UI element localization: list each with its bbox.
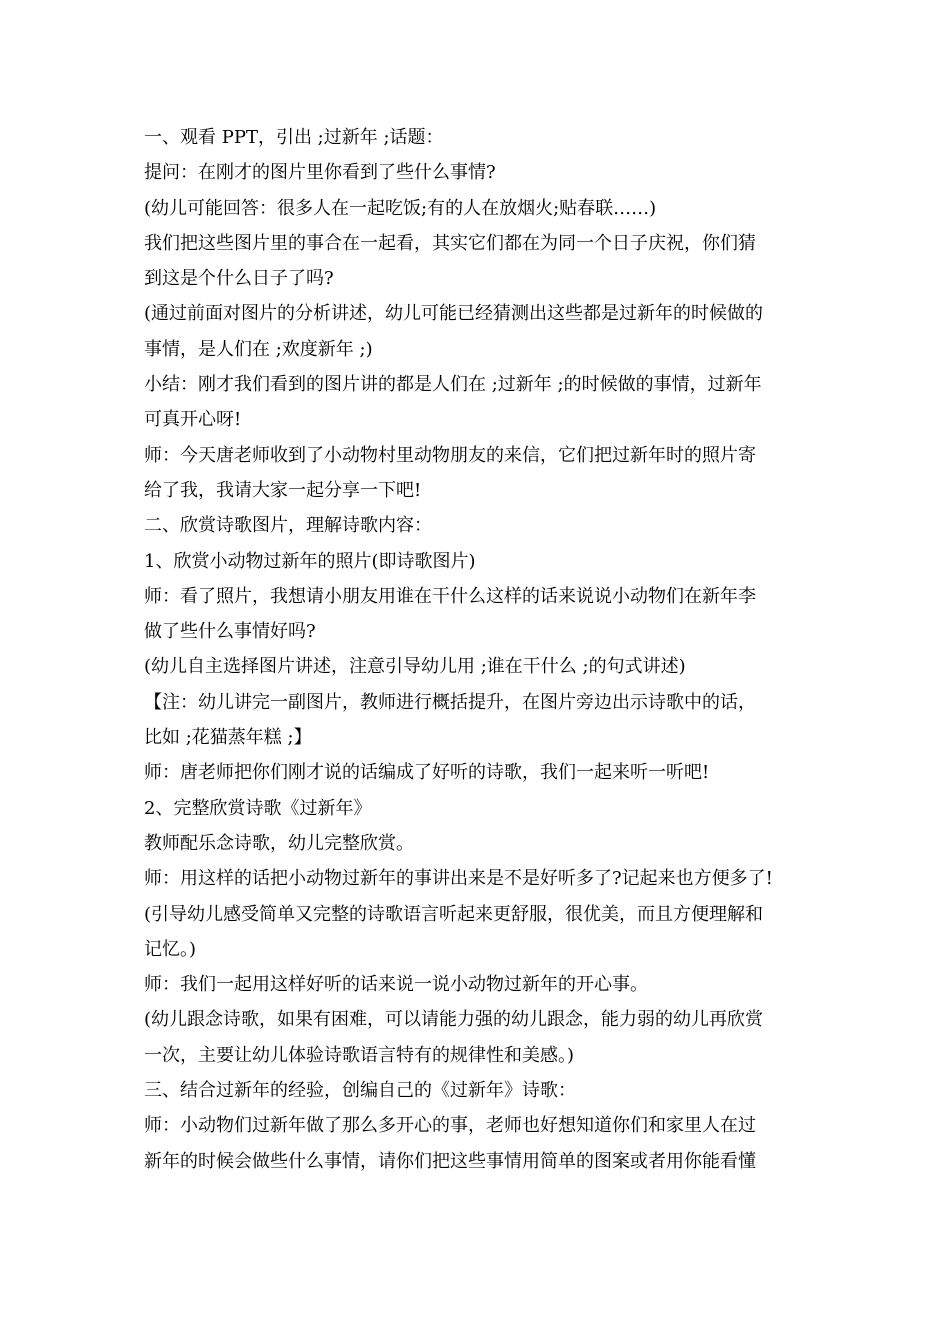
text-line: 比如 ;花猫蒸年糕 ;】 [144, 727, 312, 749]
text-line: 二、欣赏诗歌图片，理解诗歌内容： [144, 515, 432, 537]
text-line: 可真开心呀! [144, 409, 242, 431]
text-line: 一、观看 PPT，引出 ;过新年 ;话题： [144, 127, 444, 148]
text-line: (引导幼儿感受简单又完整的诗歌语言听起来更舒服，很优美，而且方便理解和 [144, 903, 764, 925]
text-line: 提问：在刚才的图片里你看到了些什么事情? [144, 162, 496, 184]
text-line: 我们把这些图片里的事合在一起看，其实它们都在为同一个日子庆祝，你们猜 [144, 232, 756, 254]
text-line: (幼儿自主选择图片讲述，注意引导幼儿用 ;谁在干什么 ;的句式讲述) [144, 656, 686, 678]
text-line: 新年的时候会做些什么事情，请你们把这些事情用简单的图案或者用你能看懂 [144, 1150, 756, 1172]
text-line: 事情，是人们在 ;欢度新年 ;) [144, 338, 373, 360]
text-line: (通过前面对图片的分析讲述，幼儿可能已经猜测出这些都是过新年的时候做的 [144, 303, 764, 325]
text-line: 师：唐老师把你们刚才说的话编成了好听的诗歌，我们一起来听一听吧! [144, 762, 710, 784]
text-line: 师：看了照片，我想请小朋友用谁在干什么这样的话来说说小动物们在新年李 [144, 585, 756, 607]
text-line: 【注：幼儿讲完一副图片，教师进行概括提升，在图片旁边出示诗歌中的话， [144, 691, 756, 713]
text-line: 到这是个什么日子了吗? [144, 268, 334, 290]
text-line: 教师配乐念诗歌，幼儿完整欣赏。 [144, 832, 414, 854]
text-line: 给了我，我请大家一起分享一下吧! [144, 479, 422, 501]
text-line: 2、完整欣赏诗歌《过新年》 [144, 797, 372, 819]
text-line: 师：小动物们过新年做了那么多开心的事，老师也好想知道你们和家里人在过 [144, 1115, 756, 1137]
text-line: 师：用这样的话把小动物过新年的事讲出来是不是好听多了?记起来也方便多了! [144, 868, 773, 890]
text-line: (幼儿可能回答：很多人在一起吃饭;有的人在放烟火;贴春联……) [144, 197, 657, 219]
text-line: 记忆。) [144, 938, 197, 960]
text-line: 师：今天唐老师收到了小动物村里动物朋友的来信，它们把过新年时的照片寄 [144, 444, 756, 466]
text-line: 三、结合过新年的经验，创编自己的《过新年》诗歌： [144, 1080, 576, 1102]
text-line: 一次，主要让幼儿体验诗歌语言特有的规律性和美感。) [144, 1044, 575, 1066]
document-body [144, 120, 812, 1179]
text-line: (幼儿跟念诗歌，如果有困难，可以请能力强的幼儿跟念，能力弱的幼儿再欣赏 [144, 1009, 764, 1031]
text-line: 师：我们一起用这样好听的话来说一说小动物过新年的开心事。 [144, 974, 648, 996]
text-line: 做了些什么事情好吗? [144, 621, 316, 643]
text-line: 小结：刚才我们看到的图片讲的都是人们在 ;过新年 ;的时候做的事情，过新年 [144, 374, 762, 396]
text-line: 1、欣赏小动物过新年的照片(即诗歌图片) [144, 550, 476, 572]
